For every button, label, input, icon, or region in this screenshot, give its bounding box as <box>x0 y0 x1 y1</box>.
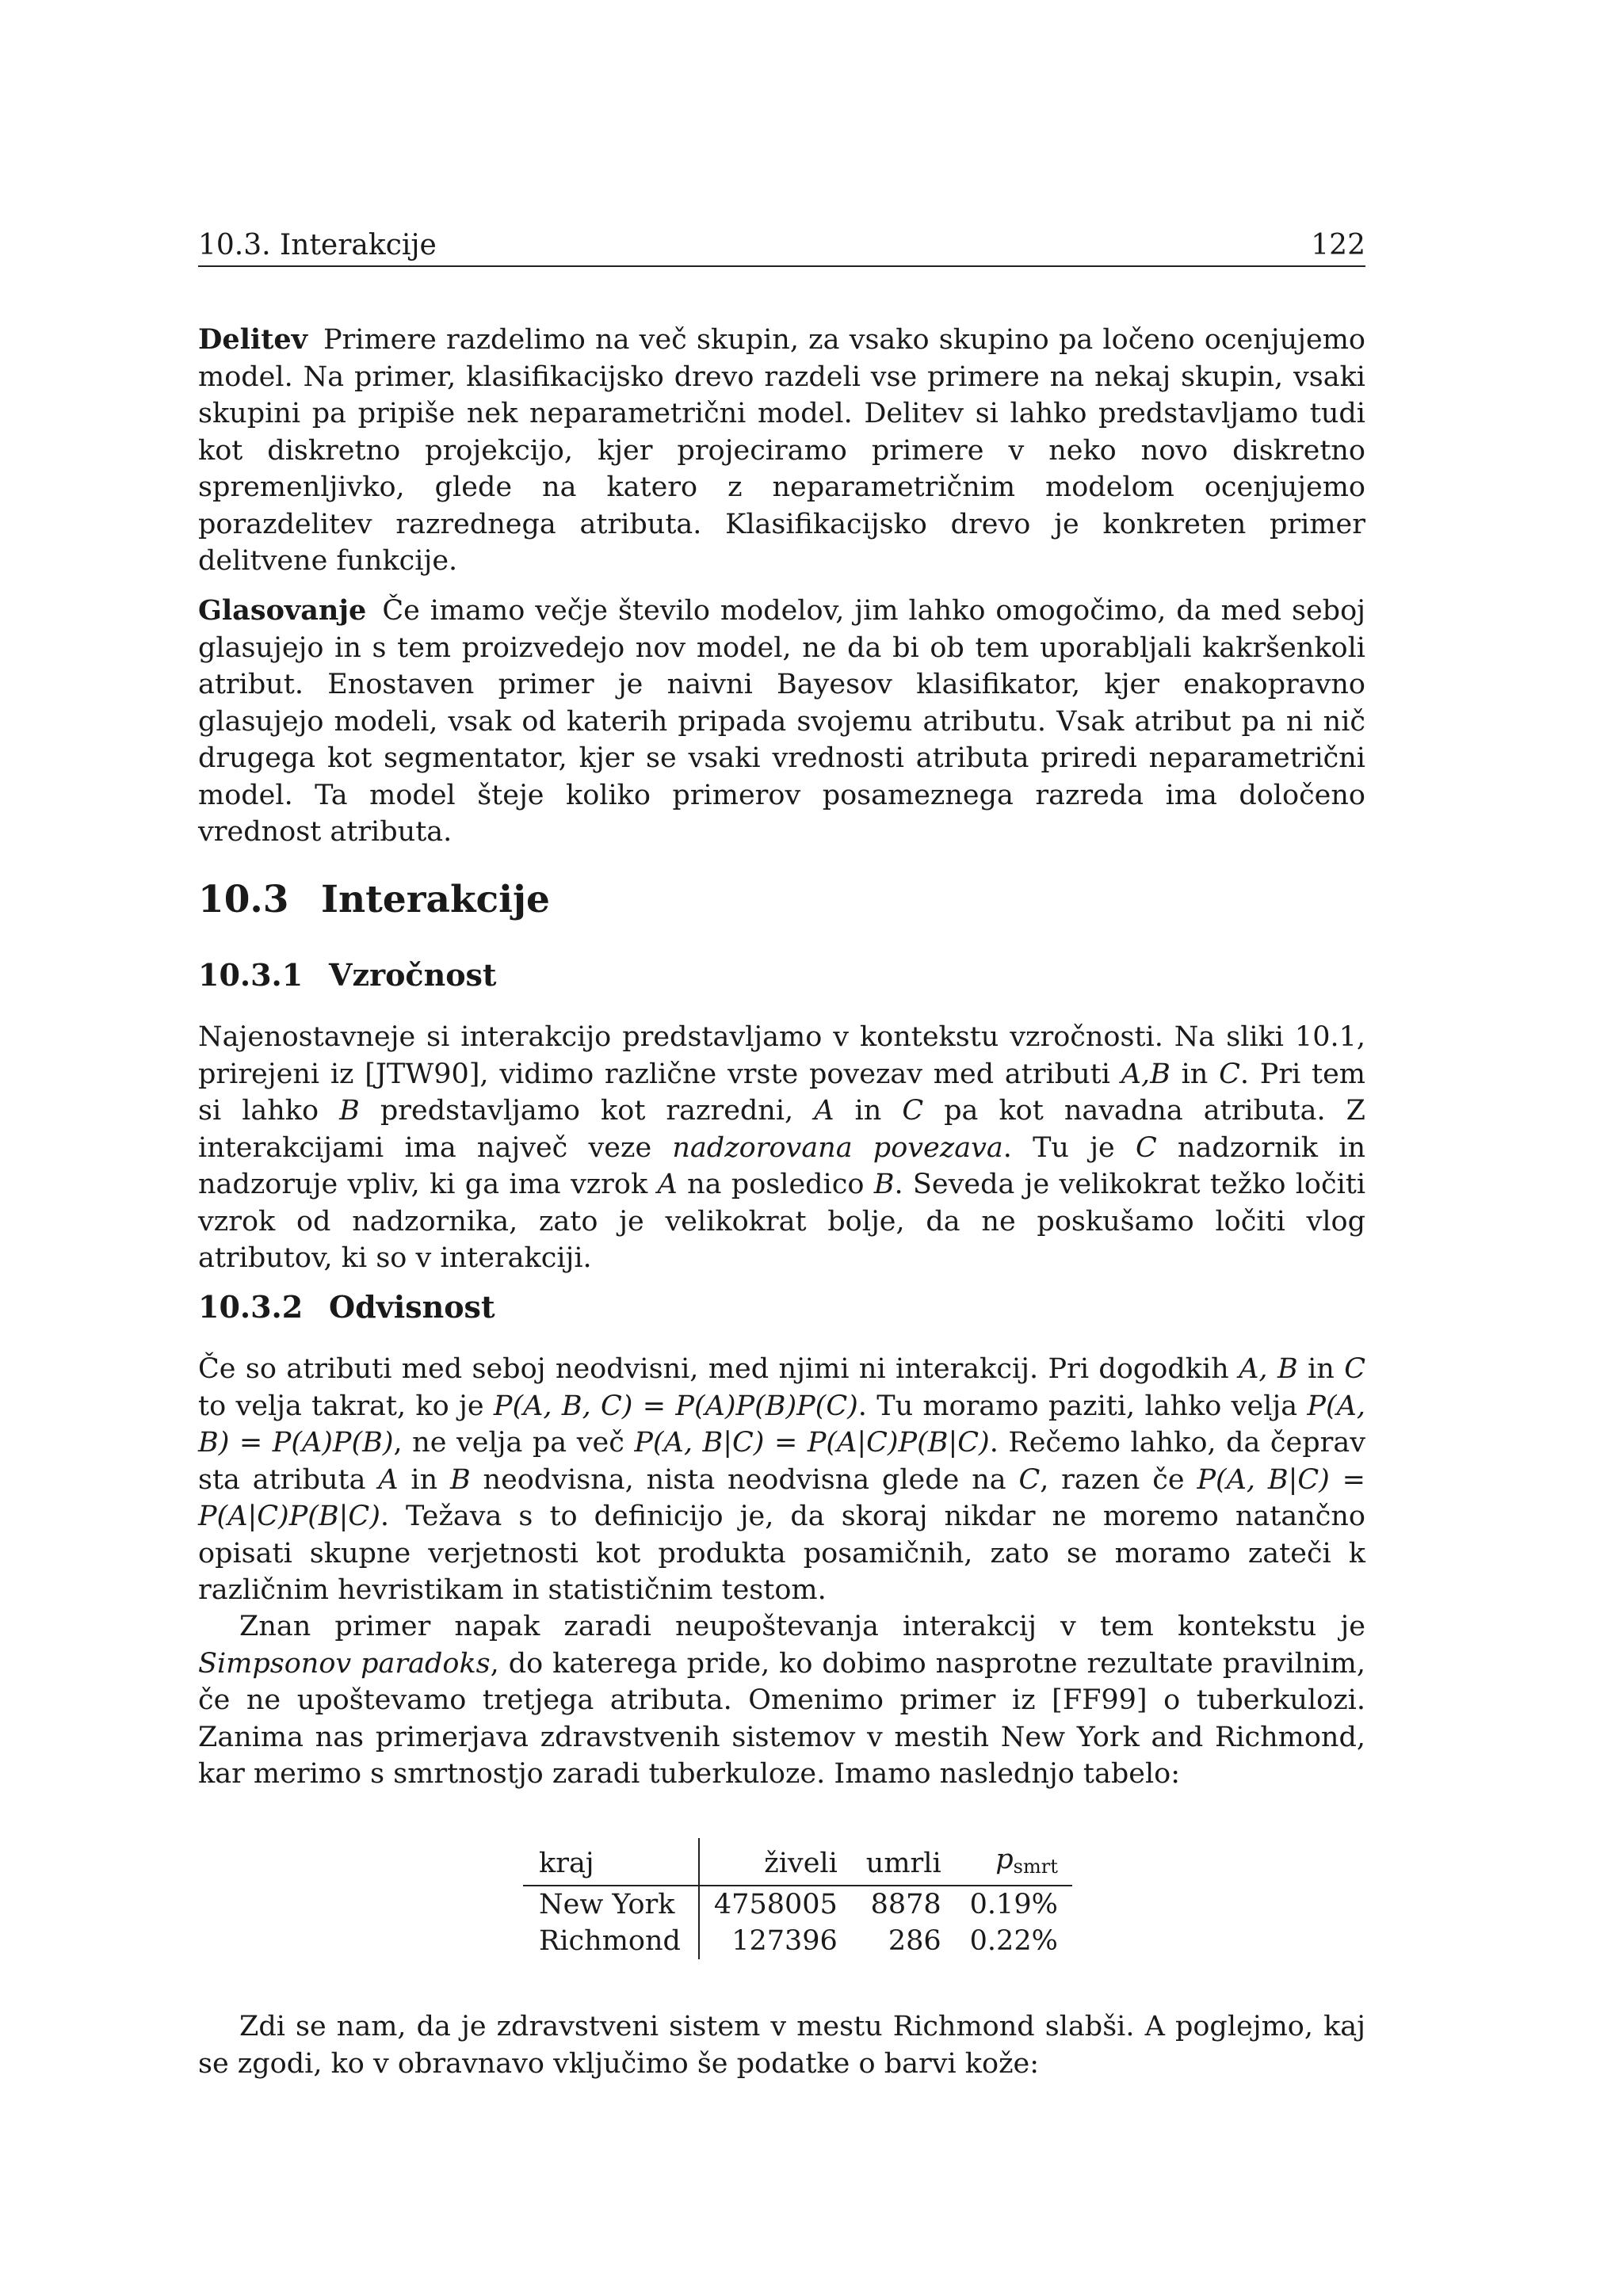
table-cell: 286 <box>888 1925 941 1957</box>
text-run: . Rečemo lahko, da čeprav sta atributa <box>198 1427 1365 1496</box>
paragraph-odvisnost-2 <box>198 1608 1365 1793</box>
text-run: . Pri tem si lahko <box>198 1058 1365 1127</box>
text-run: , razen če <box>1040 1463 1197 1496</box>
subsection-heading-vzrocnost <box>198 957 497 993</box>
table-row <box>523 1886 1072 1923</box>
table-cell: 4758005 <box>713 1889 838 1920</box>
text-run: na posledico <box>677 1169 874 1200</box>
math-inline: B <box>873 1169 895 1200</box>
text-run: in <box>834 1095 903 1127</box>
emphasis-text: nadzorovana povezava <box>672 1131 1003 1164</box>
text-run: , do katerega pride, ko dobimo nasprotne rezultate pravilnim, če ne upoštevamo tretjega atributa. Omenimo primer iz [FF99] o tuberkulozi. Zanima nas primerjava zdravstvenih sistemov v mestih New York and Richmond, kar merimo s smrtnostjo zaradi tuberkuloze. Imamo naslednjo tabelo: <box>198 1647 1365 1790</box>
text-run: in <box>1297 1353 1345 1385</box>
running-header-section: 10.3. Interakcije <box>198 229 437 261</box>
table-header-row <box>523 1838 1072 1886</box>
math-inline: C <box>1219 1058 1240 1090</box>
table-header-cell <box>956 1838 1072 1886</box>
math-inline: A <box>657 1169 678 1200</box>
table-header-subscript: smrt <box>1013 1855 1058 1878</box>
math-inline: C <box>902 1095 924 1127</box>
emphasis-text: Simpsonov paradoks <box>198 1647 491 1680</box>
text-run: in <box>398 1463 450 1496</box>
math-inline: A,B <box>1121 1058 1170 1090</box>
mortality-table <box>523 1838 1072 1959</box>
math-inline: B <box>449 1463 471 1496</box>
math-inline: A <box>378 1463 399 1496</box>
math-inline: C <box>1018 1463 1041 1496</box>
text-run: . Tu moramo paziti, lahko velja <box>857 1390 1308 1422</box>
table-cell: 0.22% <box>969 1925 1058 1957</box>
subsection-heading-odvisnost <box>198 1289 495 1325</box>
section-heading <box>198 878 550 921</box>
math-inline: C <box>1136 1131 1157 1164</box>
math-inline: A, B <box>1239 1353 1298 1385</box>
text-run: predstavljamo kot razredni, <box>359 1095 815 1127</box>
math-equation: P(A, B) = P(A)P(B) <box>198 1390 1366 1459</box>
table-header-cell: umrli <box>852 1838 956 1886</box>
text-run: to velja takrat, ko je <box>198 1390 494 1422</box>
table-header-cell: živeli <box>699 1838 852 1886</box>
table-cell: 8878 <box>870 1889 941 1920</box>
table-cell: New York <box>523 1886 699 1923</box>
paragraph-label-glasovanje: Glasovanje <box>198 594 367 627</box>
paragraph-vzrocnost <box>198 1019 1365 1277</box>
text-run: , ne velja pa več <box>393 1427 635 1459</box>
subsection-title: Vzročnost <box>329 957 497 993</box>
table-row <box>523 1923 1072 1959</box>
table-header-symbol: p <box>995 1844 1014 1875</box>
running-header <box>198 224 1365 267</box>
section-title: Interakcije <box>321 878 550 921</box>
table-cell: Richmond <box>523 1923 699 1959</box>
text-run: Če so atributi med seboj neodvisni, med njimi ni interakcij. Pri dogodkih <box>198 1353 1239 1385</box>
page-number: 122 <box>1311 229 1365 261</box>
math-inline: C <box>1344 1353 1365 1385</box>
text-run: Znan primer napak zaradi neupoštevanja interakcij v tem kontekstu je <box>239 1611 1365 1642</box>
paragraph-label-delitev: Delitev <box>198 323 307 356</box>
paragraph-glasovanje <box>198 593 1365 851</box>
text-run: nadzornik in nadzoruje vpliv, ki ga ima vzrok <box>198 1131 1365 1200</box>
paragraph-delitev <box>198 322 1365 580</box>
table-cell: 127396 <box>731 1925 838 1957</box>
text-run: . Seveda je velikokrat težko ločiti vzrok od nadzornika, zato je velikokrat bolje, da ne poskušamo ločiti vlog atributov, ki so v interakciji. <box>198 1169 1366 1274</box>
math-inline: A <box>814 1095 834 1127</box>
paragraph-text: Zdi se nam, da je zdravstveni sistem v mestu Richmond slabši. A poglejmo, kaj se zgodi, ko v obravnavo vključimo še podatke o barvi kože: <box>198 2011 1365 2080</box>
math-equation: P(A, B|C) = P(A|C)P(B|C) <box>634 1427 990 1459</box>
math-equation: P(A, B|C) = P(A|C)P(B|C) <box>198 1463 1365 1532</box>
text-run: . Težava s to definicijo je, da skoraj nikdar ne moremo natančno opisati skupne verjetnosti kot produkta posamičnih, zato se moramo zateči k različnim hevristikam in statističnim testom. <box>198 1501 1365 1606</box>
subsection-number: 10.3.2 <box>198 1289 304 1325</box>
paragraph-odvisnost-1 <box>198 1351 1365 1609</box>
paragraph-odvisnost-3 <box>198 2008 1365 2082</box>
subsection-title: Odvisnost <box>329 1289 495 1325</box>
table-cell: 0.19% <box>969 1889 1058 1920</box>
text-run: pa kot navadna atributa. Z interakcijami ima največ veze <box>198 1095 1365 1164</box>
paragraph-text-glasovanje: Če imamo večje število modelov, jim lahko omogočimo, da med seboj glasujejo in s tem proizvedejo nov model, ne da bi ob tem uporabljali kakršenkoli atribut. Enostaven primer je naivni Bayesov klasifikator, kjer enakopravno glasujejo modeli, vsak od katerih pripada svojemu atributu. Vsak atribut pa ni nič drugega kot segmentator, kjer se vsaki vrednosti atributa priredi neparametrični model. Ta model šteje koliko primerov posameznega razreda ima določeno vrednost atributa. <box>198 595 1365 848</box>
text-run: in <box>1170 1058 1220 1090</box>
math-equation: P(A, B, C) = P(A)P(B)P(C) <box>493 1390 858 1422</box>
subsection-number: 10.3.1 <box>198 957 304 993</box>
text-run: Najenostavneje si interakcijo predstavljamo v kontekstu vzročnosti. Na sliki 10.1, prirejeni iz [JTW90], vidimo različne vrste povezav med atributi <box>198 1021 1365 1090</box>
text-run: . Tu je <box>1002 1131 1136 1164</box>
section-number: 10.3 <box>198 878 289 921</box>
text-run: neodvisna, nista neodvisna glede na <box>470 1463 1019 1496</box>
table-header-cell: kraj <box>523 1838 699 1886</box>
math-inline: B <box>339 1095 360 1127</box>
paragraph-text-delitev: Primere razdelimo na več skupin, za vsako skupino pa ločeno ocenjujemo model. Na primer, klasifikacijsko drevo razdeli vse primere na nekaj skupin, vsaki skupini pa pripiše nek neparametrični model. Delitev si lahko predstavljamo tudi kot diskretno projekcijo, kjer projeciramo primere v neko novo diskretno spremenljivko, glede na katero z neparametričnim modelom ocenjujemo porazdelitev razrednega atributa. Klasifikacijsko drevo je konkreten primer delitvene funkcije. <box>198 324 1365 577</box>
